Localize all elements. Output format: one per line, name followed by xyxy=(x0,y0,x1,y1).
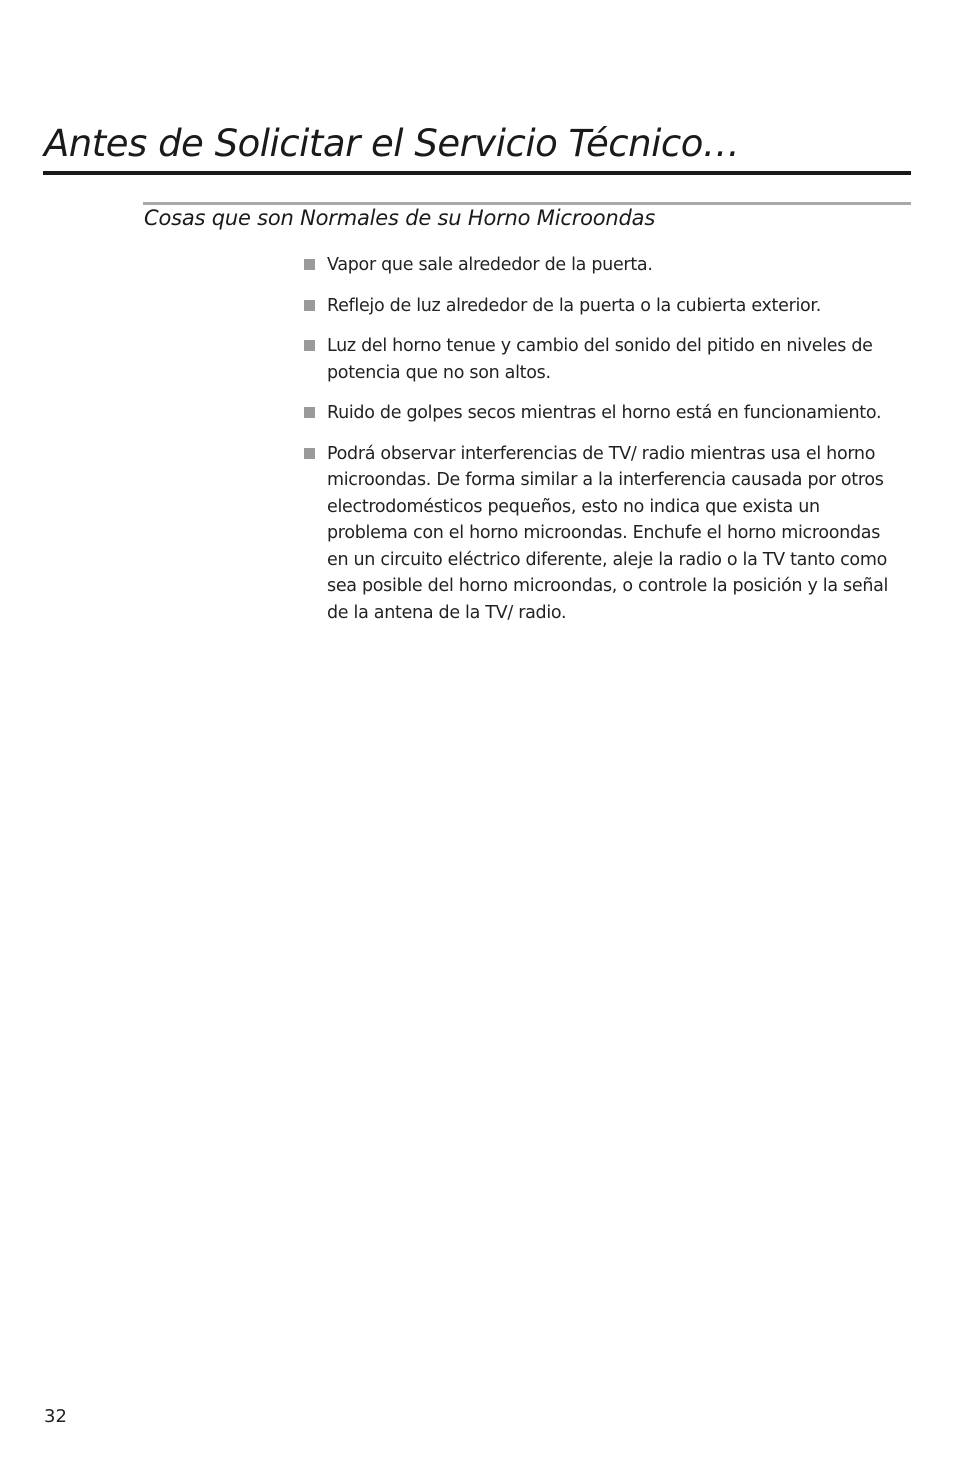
list-item xyxy=(303,441,903,627)
list-item xyxy=(303,293,903,320)
list-item-text: Luz del horno tenue y cambio del sonido del pitido en niveles de potencia que no son altos. xyxy=(327,336,873,383)
page-number: 32 xyxy=(44,1406,67,1427)
square-bullet-icon xyxy=(304,448,315,459)
list-item xyxy=(303,252,903,279)
list-item-text: Ruido de golpes secos mientras el horno está en funcionamiento. xyxy=(327,403,882,423)
page-title: Antes de Solicitar el Servicio Técnico… xyxy=(44,122,740,165)
list-item xyxy=(303,400,903,427)
section-divider xyxy=(143,202,911,205)
normal-conditions-list xyxy=(303,252,903,640)
title-divider xyxy=(43,171,911,175)
list-item-text: Podrá observar interferencias de TV/ radio mientras usa el horno microondas. De forma similar a la interferencia causada por otros electrodomésticos pequeños, esto no indica que exista un problema con el horno microondas. Enchufe el horno microondas en un circuito eléctrico diferente, aleje la radio o la TV tanto como sea posible del horno microondas, o controle la posición y la señal de la antena de la TV/ radio. xyxy=(327,443,889,623)
list-item-text: Reflejo de luz alrededor de la puerta o la cubierta exterior. xyxy=(327,295,821,316)
section-title: Cosas que son Normales de su Horno Microondas xyxy=(144,206,656,230)
square-bullet-icon xyxy=(304,407,315,418)
list-item xyxy=(303,333,903,386)
list-item-text: Vapor que sale alrededor de la puerta. xyxy=(327,255,653,275)
square-bullet-icon xyxy=(304,340,315,351)
square-bullet-icon xyxy=(304,259,315,270)
square-bullet-icon xyxy=(304,300,315,311)
